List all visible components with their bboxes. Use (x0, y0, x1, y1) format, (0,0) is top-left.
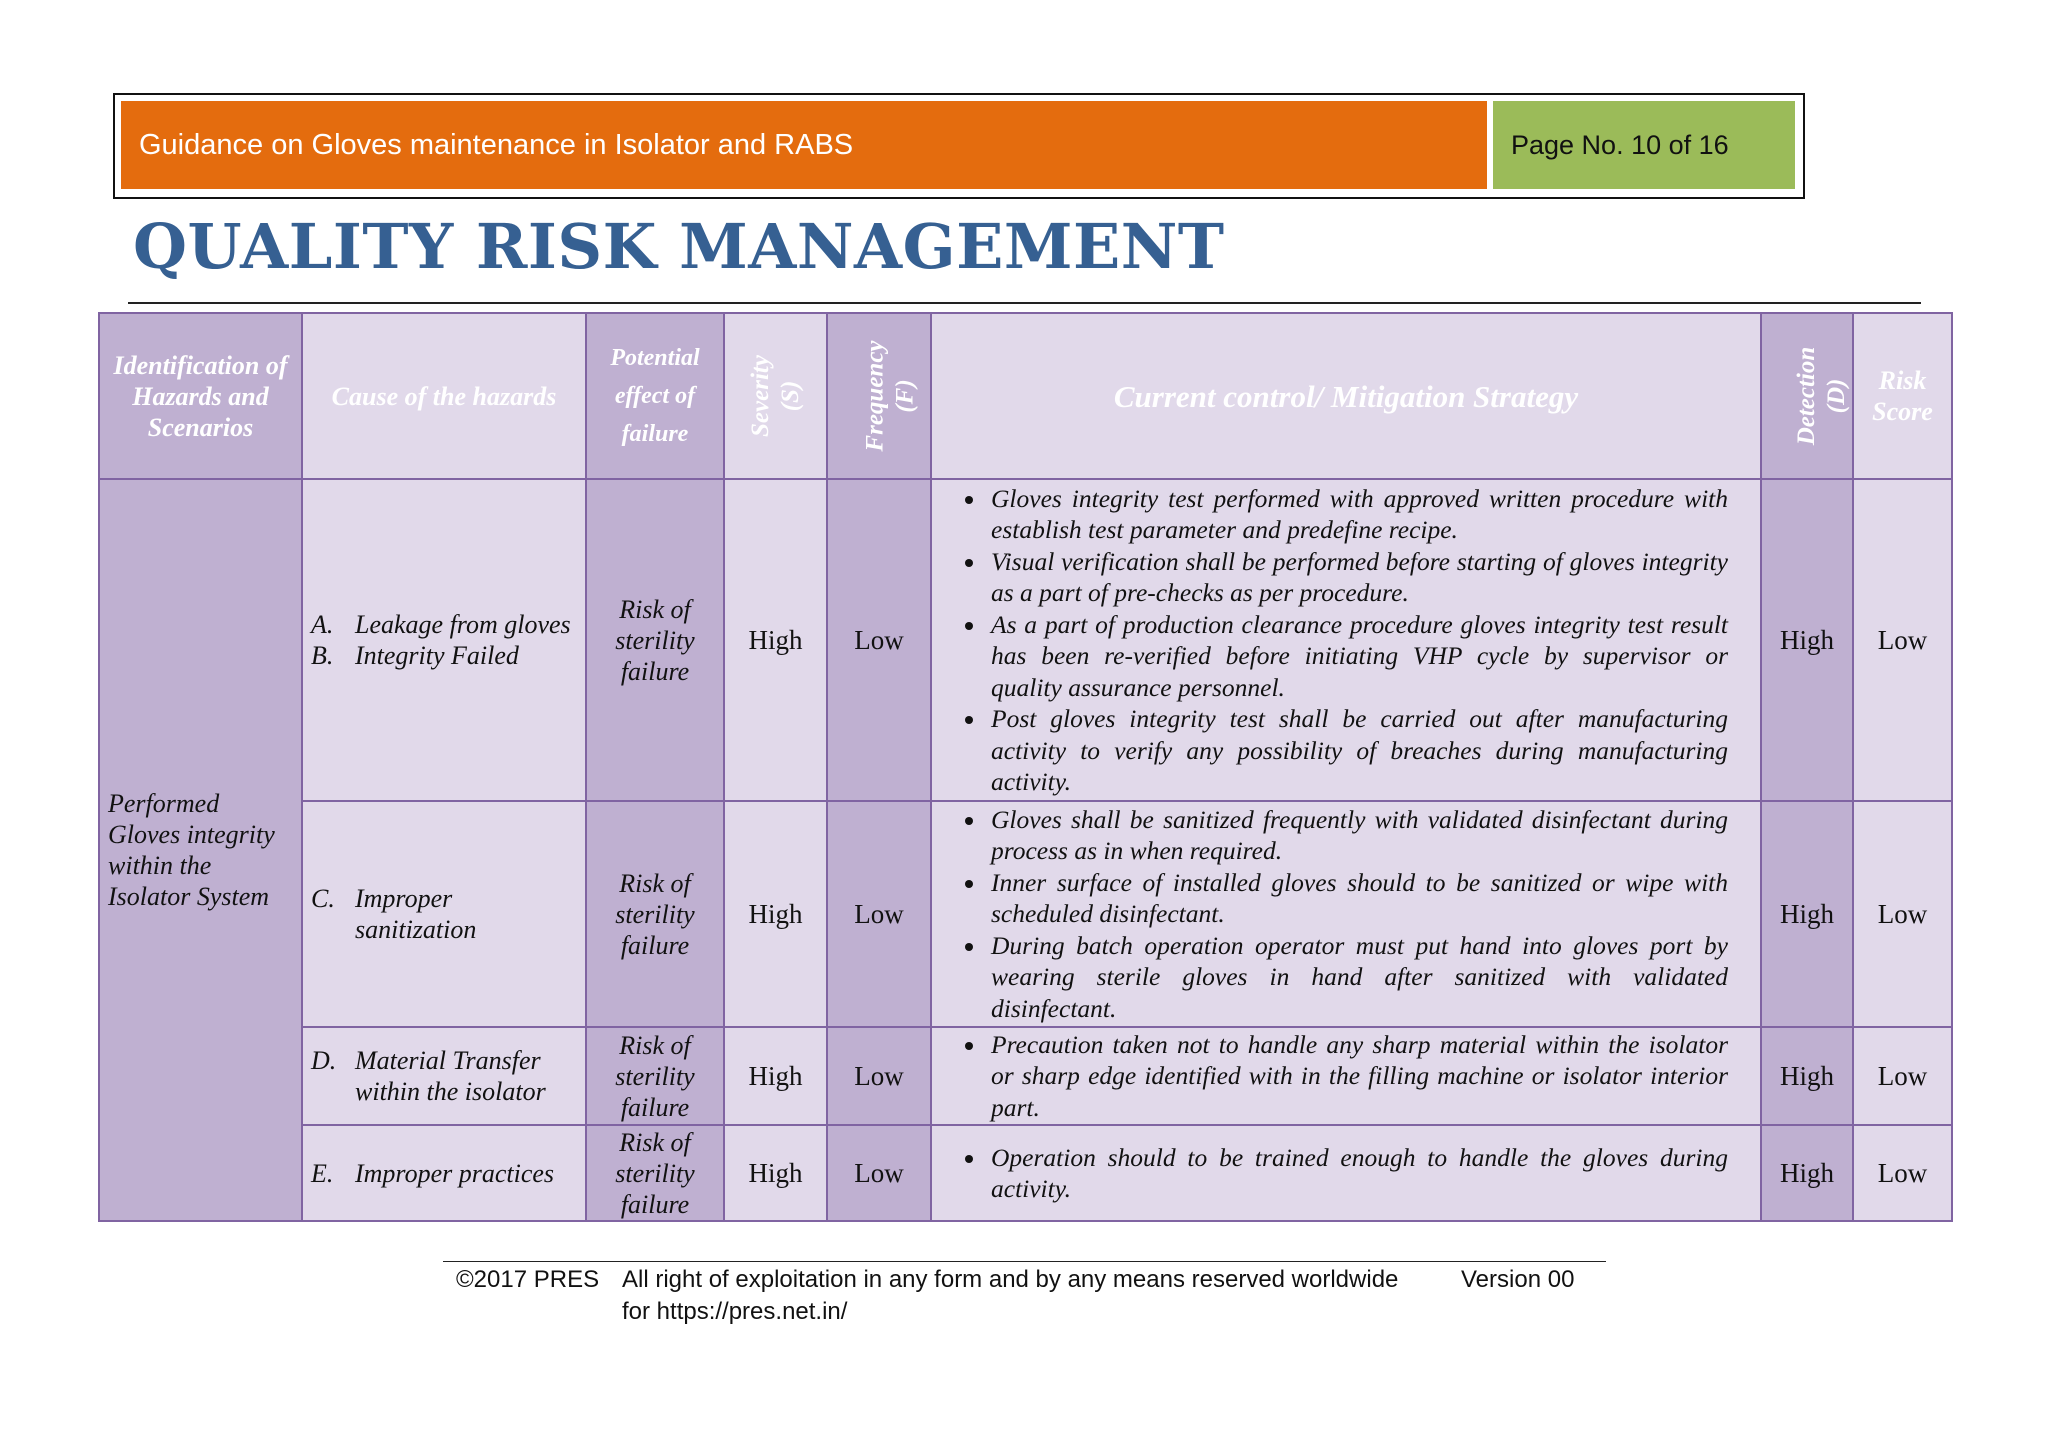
severity-cell: High (724, 1125, 827, 1221)
table-row (99, 801, 1952, 1027)
page-number: Page No. 10 of 16 (1493, 101, 1795, 189)
footer-version: Version 00 (1461, 1266, 1575, 1293)
control-item: • Precaution taken not to handle any sharp material within the isolator or sharp edge identified with in the filling machine or isolator interior part. (987, 1029, 1728, 1124)
table-row (99, 479, 1952, 801)
frequency-cell: Low (827, 801, 931, 1027)
effect-cell: Risk of sterility failure (586, 1125, 724, 1221)
col-header-cause: Cause of the hazards (302, 313, 586, 479)
severity-cell: High (724, 1027, 827, 1125)
risk-cell: Low (1853, 479, 1952, 801)
severity-cell: High (724, 801, 827, 1027)
cause-item: D. Material Transfer within the isolator (311, 1046, 546, 1106)
col-header-hazard: Identification of Hazards and Scenarios (99, 313, 302, 479)
cause-cell (302, 801, 586, 1027)
control-cell (931, 1125, 1761, 1221)
col-header-detection-text: Detection (D) (1793, 346, 1850, 446)
control-item: • Inner surface of installed gloves should to be sanitized or wipe with scheduled disinfectant. (987, 867, 1728, 930)
risk-cell: Low (1853, 1125, 1952, 1221)
control-item: • Visual verification shall be performed before starting of gloves integrity as a part of pre-checks as per procedure. (987, 546, 1728, 609)
footer-rights-line1: All right of exploitation in any form and by any means reserved worldwide (622, 1266, 1399, 1293)
cause-item: B. Integrity Failed (311, 641, 519, 670)
cause-cell (302, 479, 586, 801)
hazard-cell: Performed Gloves integrity within the Isolator System (99, 479, 302, 1221)
col-header-control: Current control/ Mitigation Strategy (931, 313, 1761, 479)
document-header (113, 93, 1805, 199)
control-item: • As a part of production clearance procedure gloves integrity test result has been re-verified before initiating VHP cycle by supervisor or quality assurance personnel. (987, 609, 1728, 704)
control-item: • During batch operation operator must put hand into gloves port by wearing sterile gloves in hand after sanitized with validated disinfectant. (987, 930, 1728, 1025)
control-cell (931, 1027, 1761, 1125)
frequency-cell: Low (827, 1027, 931, 1125)
control-cell (931, 479, 1761, 801)
page-title: QUALITY RISK MANAGEMENT (133, 210, 1225, 283)
effect-cell: Risk of sterility failure (586, 479, 724, 801)
control-cell (931, 801, 1761, 1027)
footer-copyright: ©2017 PRES (456, 1266, 600, 1293)
risk-cell: Low (1853, 801, 1952, 1027)
col-header-frequency-text: Frequency (F) (861, 340, 919, 452)
col-header-detection (1761, 313, 1853, 479)
footer-rights (622, 1264, 1398, 1328)
effect-cell: Risk of sterility failure (586, 1027, 724, 1125)
control-item: • Gloves integrity test performed with approved written procedure with establish test parameter and predefine recipe. (987, 483, 1728, 546)
cause-item: A. Leakage from gloves (311, 610, 571, 639)
footer-rights-line2: for https://pres.net.in/ (622, 1298, 848, 1325)
severity-cell: High (724, 479, 827, 801)
col-header-severity (724, 313, 827, 479)
detection-cell: High (1761, 1027, 1853, 1125)
col-header-risk: Risk Score (1853, 313, 1952, 479)
control-item: • Operation should to be trained enough to handle the gloves during activity. (987, 1142, 1728, 1205)
footer-divider (443, 1261, 1606, 1262)
frequency-cell: Low (827, 1125, 931, 1221)
cause-item: E. Improper practices (311, 1158, 555, 1188)
title-divider (128, 302, 1921, 304)
risk-table (98, 312, 1953, 1222)
table-header-row (99, 313, 1952, 479)
cause-cell (302, 1027, 586, 1125)
table-row (99, 1027, 1952, 1125)
col-header-severity-text: Severity (S) (746, 355, 804, 437)
risk-cell: Low (1853, 1027, 1952, 1125)
frequency-cell: Low (827, 479, 931, 801)
effect-cell: Risk of sterility failure (586, 801, 724, 1027)
control-item: • Post gloves integrity test shall be carried out after manufacturing activity to verify any possibility of breaches during manufacturing activity. (987, 703, 1728, 798)
header-title: Guidance on Gloves maintenance in Isolator and RABS (121, 101, 1487, 189)
detection-cell: High (1761, 801, 1853, 1027)
detection-cell: High (1761, 479, 1853, 801)
control-item: • Gloves shall be sanitized frequently with validated disinfectant during process as in when required. (987, 804, 1728, 867)
col-header-frequency (827, 313, 931, 479)
detection-cell: High (1761, 1125, 1853, 1221)
cause-item: C. Improper sanitization (311, 884, 477, 944)
table-row (99, 1125, 1952, 1221)
col-header-effect: Potential effect of failure (586, 313, 724, 479)
cause-cell (302, 1125, 586, 1221)
